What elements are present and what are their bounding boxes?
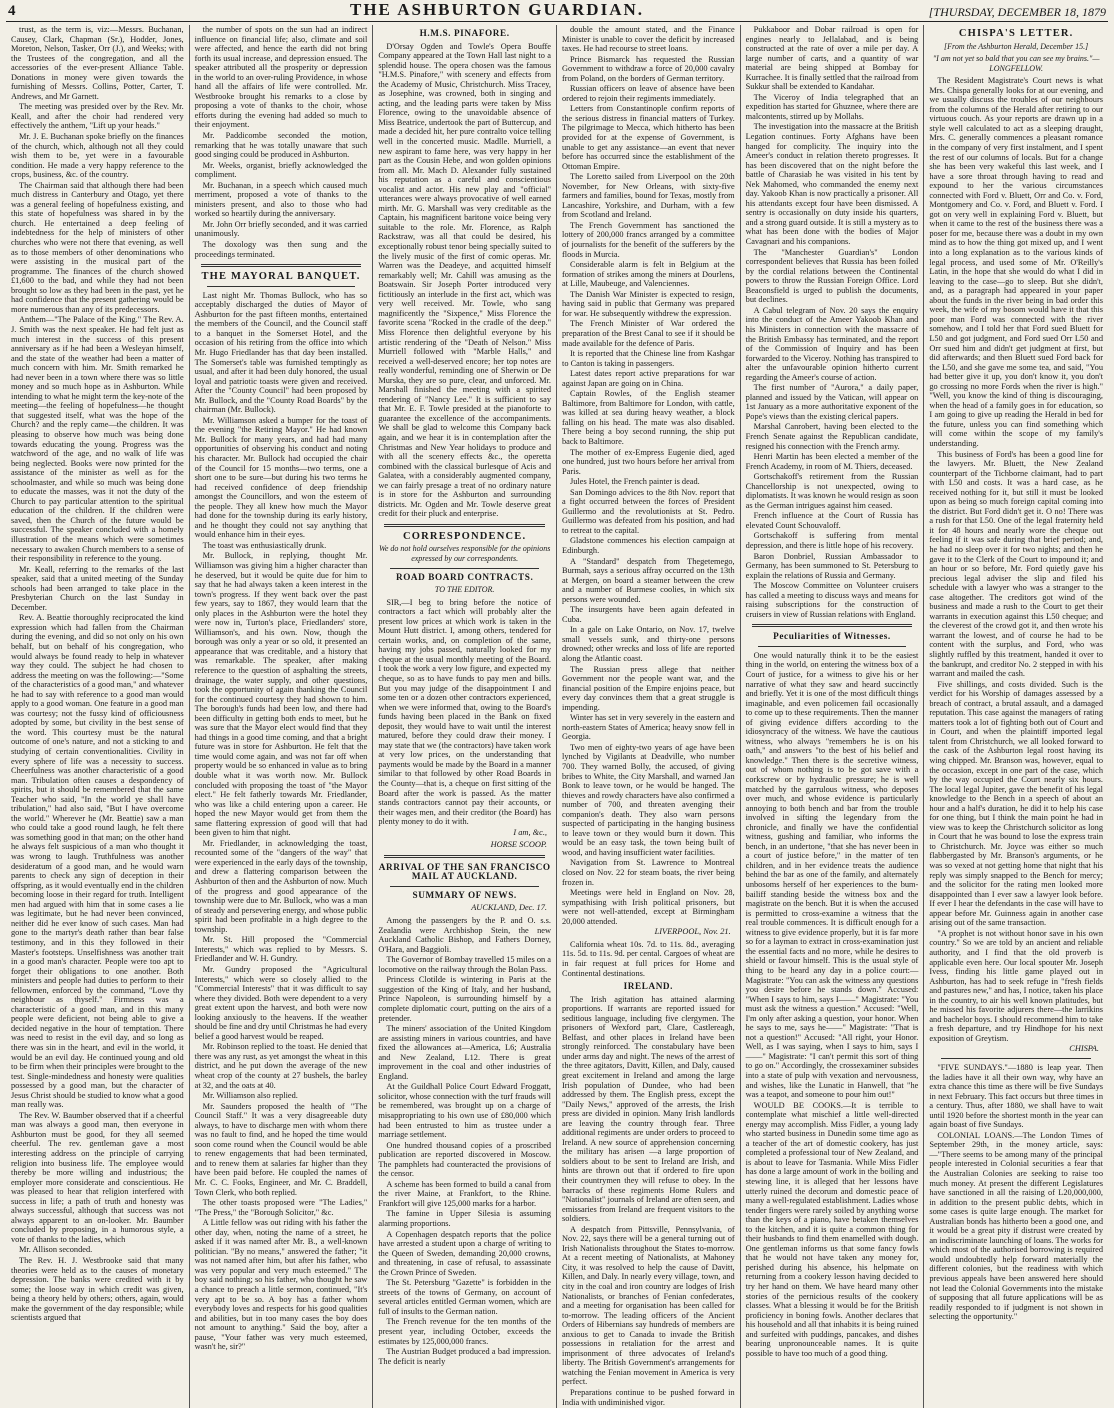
article-heading: THE MAYORAL BANQUET. — [201, 271, 361, 283]
page-number: 4 — [8, 3, 16, 19]
paragraph: Two men of eighty-two years of age have been lynched by Vigilants at Deadville, who number 700. They warned Bolly, the accused, of giving bribes to White, the City Marshall, and warned Jan Bonk to leave town, or he would be hanged. The thieves and rowdy characters have also confirmed a number of 700, and threaten avenging their companion's death. They also warn persons suspected of participating in the hanging business to leave town or they would burn it down. This would be an easy task, the town being built of wood, and having insufficient water facilities. — [562, 742, 735, 857]
paragraph: D'Orsay Ogden and Towle's Opera Bouffe Company appeared at the Town Hall last night to a splendid house. The opera chosen was the famous "H.M.S. Pinafore," with scenery and effects from the Academy of Music, Christchurch. Miss Tracey, as Josephine, was crowned, both in singing and acting, and the leading parts were taken by Miss Florence, owing to the unavoidable absence of Miss Beatrice, undertook the part of Buttercup, and made a decided hit, her pure contralto voice telling well in the concerted music. Madlle. Murriell, a new aspirant to fame here, was very happy in her part as the Cousin Hebe, and won golden opinions from all. Mr. Mach D. Alexander fully sustained his reputation as a careful and conscientious vocalist and actor. His new play and "official" utterances were always provocative of well earned mirth. Mr. G. Marshall was very creditable as the Captain, his magnificent baritone voice being very suitable to the role. Mr. Florence, as Ralph Rackstraw, was all that could be desired, his exceptionally robust tenor being specially suited to the lively music of the first of comic operas. Mr. Warren was the Deadeye, and acquitted himself remarkably well; Mr. Cahill was amusing as the Boatswain. Sir Joseph Porter introduced very fictitiously an interlude in the first act, which was very well received. Mr. Towle, who sang magnificently the "Sixpence," Miss Florence the favorite scena "Rocked in the cradle of the deep." Miss Florence then delightful everyone by his artistic rendering of the "Death of Nelson." Miss Murriell followed with "Marble Halls," and received a well-deserved encore; her top notes are really wonderful, reminding one of Sherwin or De Murska, they are so pure, clear, and unforced. Mr. Marshall finished the meeting with a spirited rendering of "Nancy Lee." It is sufficient to say that Mr. E. F. Towle presided at the pianoforte to guarantee the excellence of the accompaniments. We shall be glad to welcome this Company back again, and we hear it is in contemplation after the Christmas and New Year holidays to produce and with all the scenery effects &c., the operetta combined with the classical burlesque of Acis and Galatea, with a considerably augmented company, we can fairly presage a treat of no ordinary nature is in store for the Ashburton and surrounding districts. Mr. Ogden and Mr. Towle deserve great credit for their pluck and enterprise. — [378, 41, 551, 519]
paragraph: The Russian press allege that neither Government nor the people want war, and the financial position of the Empire enjoins peace, but every day convinces them that a great struggle is impending. — [562, 664, 735, 712]
letter-heading: ROAD BOARD CONTRACTS. — [395, 571, 534, 582]
paragraph: The "Manchester Guardian's" London correspondent believes that Russia has been foiled by the cordial relations between the Continental powers to throw the Russian Foreign Office. Lord Beaconsfield is urged to publish the documents, but declines. — [745, 247, 919, 305]
paragraph: This business of Ford's has been a good line for the lawyers. Mr. Bluett, the New Zealand counterpart of the Tichborne claimant, had to part with L50 and costs. It was a hard case, as he received nothing for it, but still it must be looked upon as being so much foreign capital coming into the district. But Ford didn't get it. O no! There was a rush for that L50. One of the legal fraternity held it for 48 hours and nearly wore the cheque out feeling if it was safe during that brief period; and, he had no sleep over it for two nights; and then he gave it to the Clerk of the Court to impound it; and an hour or so before, Mr. Ford quietly gave his precious legal adviser the slip and filed his schedule with a lawyer who was a stranger to the case altogether. The creditors got wind of the business and made a rush to the Court to get their warrants in execution against this L50 cheque; and the cleverest of the crowd got it, and then wrote his warrant the lowest, and of course he had to be content with the surplus, and Ford, who was slightly ruffled by this treatment, handed it over to the bankrupt, and creditor No. 2 stepped in with his warrant and mailed the cash. — [929, 449, 1103, 679]
paragraph: Navigation from St. Lawrence to Montreal closed on Nov. 22 for steam boats, the river being frozen in. — [562, 858, 735, 887]
paragraph: One hundred thousand copies of a proscribed publication are reported discovered in Moscow. The pamphlets had counteracted the provisions of the censor. — [378, 1140, 551, 1179]
paragraph: Baron Donbriel, Russian Ambassador to Germany, has been summoned to St. Petersburg to explain the relations of Russia and Germany. — [745, 551, 919, 580]
paragraph: Mr. Williamson asked a bumper for the toast of the evening "the Retiring Mayor." He had known Mr. Bullock for many years, and had had many opportunities of observing his conduct and noting his character. Mr. Bullock had occupied the chair of the Council for 15 months—two terms, one a short one to be sure—but during his two terms he had received confidence of deep friendship amongst the Councillors, and won the esteem of the people. They all knew how much the Mayor had done for the township during its early history, and he thought they could not say anything that would enhance him in their eyes. — [194, 415, 368, 540]
divider — [384, 855, 545, 858]
paragraph: Mr. Williamson also replied. — [202, 1091, 298, 1101]
paragraph: Latest dates report active preparations for war against Japan are going on in China. — [562, 369, 735, 388]
column-6 — [924, 25, 1108, 1408]
paragraph: The St. Petersburg "Gazette" is forbidden in the streets of the towns of Germany, on account of several articles entitled German women, which are full of insults to the German nation. — [378, 1278, 551, 1316]
paragraph: double the amount stated, and the Finance Minister is unable to cover the deficit by increased taxes. He had recourse to street loans. — [562, 25, 735, 54]
paragraph: At the Guildhall Police Court Edward Froggatt, solicitor, whose connection with the turf frauds will be remembered, was brought up on a charge of misappropriating to his own use of £80,000 which had been entrusted to him as trustee under a marriage settlement. — [378, 1082, 551, 1140]
paragraph: Captain Rowles, of the English steamer Baltimore, from Baltimore for London, with cattle, was killed at sea during heavy weather, a block falling on his head. The mate was also disabled. There being a boy second running, the ship put back to Baltimore. — [562, 389, 735, 446]
paragraph: Mr. Buchanan, in a speech which caused much merriment, proposed a vote of thanks to the ministers present, and also to those who had worked so heartily during the anniversary. — [194, 180, 368, 219]
paragraph: The Loretto sailed from Liverpool on the 20th November, for New Orleans, with sixty-five farmers and families, bound for Texas, mostly from Lancashire, Yorkshire, and Durham, with a few from Scotland and Ireland. — [562, 172, 735, 220]
paragraph: Gortschakoff is suffering from mental depression, and there is little hope of his recovery. — [745, 531, 919, 550]
paragraph: The Resident Magistrate's Court news is what Mrs. Chispa generally looks for at our evening, and we usually discuss the troubles of our neighbours from the columns of the Herald after retiring to our virtuous couch. As your reports are drawn up in a style well calculated to act as a sleeping draught, Mrs. C. generally commences a pleasant romance in the company of very first instalment, and I spent the rest of our columns of locals. But for a change she has been very wakeful this last week, and I have a sore throat through having to read and expound to her the various circumstances connected with Ford v. Bluett, Orr and Co. v. Ford, Montgomery and Co. v. Ford, and Bluett v. Ford. I got on very well in explaining Ford v. Bluett, but when it came to the rest of the business there was a poser for me, because there was a doubt in my own mind as to how the thing got mixed up, and I went into a long explanation as to the various kinds of legal process, and used some of Mr. O'Reilly's Latin, in the hope that she would do what I did in leaving to the case—go to sleep. But she didn't, and, as a paragraph had appeared in your paper about the funds in the river being in bad order this week, the wife of my bosom would have it that this poor man Ford was connected with the river somehow, and I told her that Ford sued Bluett for L50 and got judgment, and Ford sued Orr L50 and Orr sued him and didn't get judgment at first, but did afterwards; and then Bluett sued Ford back for the L50, and she gave me some tea, and said, "You had better give it up, you don't know it, you don't go crossing no more Fords when the river is high." "Well, you know the kind of thing is discouraging, when the head of a family goes in for education, so I am going to give up reading the Herald in bed for the future, unless you can find something which will come within the scope of my family's understanding. — [929, 76, 1103, 448]
paragraph: WOULD BE COOKS.—It is terrible to contemplate what mischief a little well-directed energy may accomplish. Miss Fidler, a young lady who started business in Dunedin some time ago as a teacher of the art of domestic cookery, has just completed a professional tour of New Zealand, and is about to leave for Tasmania. While Miss Fidler has done a large amount of work in the boiling and stewing line, it is alleged that her lessons have utterly ruined the decorum and domestic peace of many a well-regulated establishment. Ladies whose tender fingers were rarely soiled by anything worse than the keys of a piano, have betaken themselves to the kitchen, and it is quite a common thing for their husbands to find them enamelled with dough. One gentleman informs us that some fancy fowls that he would not have taken any money for, perished during his absence, his helpmate on returning from a cookery lesson having decided to try her hand on them. We have heard many other stories of the pernicious results of the cookery classes. What a blessing it would be for the British proficiency in boning fowls. Another declares that his household and all that inhabits it is being ruined and surfeited with puddings, pancakes, and dishes bearing unpronounceable names. It is quite possible to have too much of a good thing. — [745, 1100, 919, 1358]
paragraph: Preparations continue to be pushed forward in India with undiminished vigor. — [562, 1388, 735, 1407]
paragraph: Considerable alarm is felt in Belgium at the formation of strikes among the miners at Dourlens, at Lille, Maubeuge, and Valenciennes. — [562, 260, 735, 289]
paragraph: It is reported that the Chinese line from Kashgar to Canton is taking in passengers. — [562, 349, 735, 368]
paragraph: Mr. Keall, referring to the remarks of the last speaker, said that a united meeting of the Sunday schools had been arranged to take place in the Presbyterian Church on the last Sunday in December. — [11, 564, 184, 612]
paragraph: Rev. A. Beattie thoroughly reciprocated the kind expression which had fallen from the Chairman during the evening, and did so not only on his own behalf, but on behalf of his congregation, who would always be found ready to help in whatever way they could. The subject he had chosen to address the meeting on was the following:—"Some of the characteristics of a good man," and whatever he had to say with reference to a good man would apply to a good woman. One feature in a good man was courtesy; not the fussy kind of officiousness adopted by some, but civility in the best sense of the word. This courtesy must be the natural outcome of one's nature, and not a sticking to and studying of certain conventionalities. Civility in every sphere of life was a necessity to success. Cheerfulness was another characteristic of a good man. Tribulation often causes a despondency of spirits, but it should be remembered that the same Teacher who said, "In the world ye shall have tribulation," had also said, "But I have overcome the world." Wherever he (Mr. Beattie) saw a man who could take a good round laugh, he felt there was something good in that man; on the other hand he always felt suspicious of a man who thought it was wrong to laugh. Truthfulness was another desideratum of a good man, and he would warn parents to check any sign of deception in their offspring, as it would eventually end in the children becoming loose in their regard for truth. Intelligent men had argued with him that in some cases a lie was legitimate, but he had never been convinced, neither did he ever know of such cases. Man had gone to the martyr's death rather than bear false testimony, and in this they followed in their Master's footsteps. Unselfishness was another trait in a good man's character. People were too apt to forget their obligations to one another. Both ministers and people had duties to perform to their fellowmen, enforced by the command, "Love thy neighbour as thyself." Firmness was a characteristic of a good man, and in this many people were deficient, not being able to give a decided negative in the hour of temptation. There was need to resist in the evil day, and so long as there was sin in the heart, and evil in the world, it would be an evil day. He continued young and old to be firm when their principles were brought to the test. Single-mindedness and honesty were qualities possessed by a good man, but the character of Jesus Christ should be studied to know what a good man really was. — [11, 613, 184, 1110]
column-1 — [6, 25, 190, 1408]
letter-signature: HORSE SCOOP. — [490, 840, 547, 850]
paragraph: California wheat 10s. 7d. to 11s. 8d., averaging 11s. 5d. to 11s. 9d. per cental. Cargoes of wheat are in fair request at full prices for Home and Continental destinations. — [562, 939, 735, 978]
paragraph: The Governor of Bombay travelled 15 miles on a locomotive on the railway through the Bolan Pass. — [378, 955, 551, 974]
paragraph: The Austrian Budget produced a bad impression. The deficit is nearly — [378, 1347, 551, 1366]
paragraph: Last night Mr. Thomas Bullock, who has so acceptably discharged the duties of Mayor of Ashburton for the past fifteen months, entertained the members of the Council, and the Council staff to a banquet in the Somerset Hotel, and the occasion of his retiring from the office into which Mr. Hugo Friedlander has that day been installed. The Somerset's table was furnished temptingly as usual, and after it had been duly honored, the usual loyal and patriotic toasts were given and received. After the "County Council" had been proposed by Mr. Bullock, and the "County Road Boards" by the chairman (Mr. Bullock). — [194, 290, 368, 415]
source-line: [From the Ashburton Herald, December 15.] — [944, 41, 1089, 51]
paragraph: San Domingo advices to the 8th Nov. report that a fight occurred between the forces of President Guillermo and the revolutionists at St. Pedro. Guillermo was defeated from his position, and had to retreat to the capital. — [562, 487, 735, 535]
paragraph: One would naturally think it to be the easiest thing in the world, on entering the witness box of a Court of justice, for a witness to give his or her narrative of what they saw and heard succinctly and briefly. Yet it is one of the most difficult things imaginable, and even policemen fail occasionally to come up to these requirements. Then the manner of giving evidence differs according to the idiosyncracy of the witness. We have the cautious witness, who always "remembers he is on his oath," and answers "to the best of his belief and knowledge." Then there is the secretive witness, out of whom nothing is to be got save with a corkscrew or by hydraulic pressure; he is well matched by the garrulous witness, who deposes over much, and whose evidence is particularly annoying to both bench and bar from the trouble involved in sifting the legendary from the chronicle, and finally we have the confidential witness, gushing and familiar, who informs the bench, in an undertone, "that she has never been in a court of justice before," in the matter of ten children, and in her evidence treats the audience behind the bar as one of the family, and alternately unbosoms herself of her experiences to the bum-bailiff standing beside the witness box and the magistrate on the bench. But it is when the accused is permitted to cross-examine a witness that the real trouble commences. It is difficult enough for a witness to give evidence properly, but it is far more so for a layman to extract in cross-examination just the essential facts and no more, while he desires to shield or favour himself. This is the usual style of thing to be heard any day in a police court:—Magistrate: "You can ask the witness any questions you desire before he stands down." Accused: "When I says to him, says I——" Magistrate: "You must ask the witness a question." Accused: "Well, I'm only after asking a question, your honor. When he says to me, says he——" Magistrate: "That is not a question!" Accused: "All right, your Honor. Well, as I was saying, when I says to him, says I——" Magistrate: "I can't permit this sort of thing to go on." Accordingly, the crossexaminer subsides into a state of pulp with vexation and nervousness, and wishes, like the Lunatic in Hanwell, that "he was a teapot, and someone to pour him out!" — [745, 650, 919, 1100]
paragraph: Pukkaboor and Dobar railroad is open for engines nearly to Jellalabad, and is being constructed at the rate of over a mile per day. A large number of carts, and a quantity of war material are being shipped at Bombay for Kurrachee. It is finally settled that the railroad from Sukkur shall be extended to Kandahar. — [745, 25, 919, 92]
paragraph: The famine in Upper Silesia is assuming alarming proportions. — [378, 1209, 551, 1228]
paragraph: Mr. Friedlander, in acknowledging the toast, recounted some of the "dangers of the way" that were experienced in the early days of the township, and drew a flattering comparison between the Ashburton of then and the Ashburton of now. Much of the progress and good appearance of the township were due to Mr. Bullock, who was a man of steady and persevering energy, and whose public spirit had been profitable in a high degree to the township. — [194, 838, 368, 934]
paragraph: A despatch from Pittsville, Pennsylvania, of Nov. 22, says there will be a general turning out of Irish Nationalists throughout the States to-morrow. At a recent meeting of Nationalists, at Mahoney City, it was resolved to help the cause of Davitt, Killen, and Daly. In nearly every village, town, and city in the coal and iron country are lodges of Irish Nationalists, or branches of Fenian confederates, and a meeting for organisation has been called for to-morrow. The leading officers of the Ancient Orders of Hibernians say hundreds of members are anxious to get to Canada to invade the British possessions in retaliation for the arrest and imprisonment of three advocates of Ireland's liberty. The British Government's arrangements for watching the Fenian movement in America is very perfect. — [562, 1224, 735, 1387]
article-heading: Peculiarities of Witnesses. — [773, 631, 891, 642]
paragraph: the number of spots on the sun had an indirect influence on financial life; also, climate and soil were affected, and hence the earth did not bring forth its usual increase, and depression ensued. The speaker attributed all the prosperity or depression in the world to an over-ruling Providence, in whose hand all the affairs of life were controlled. Mr. Westbrooke brought his remarks to a close by proposing a vote of thanks to the choir, whose efforts during the evening had added so much to their enjoyment. — [194, 25, 368, 130]
divider — [390, 886, 539, 887]
paragraph: Mr. Weeks, organist, briefly acknowledged the compliment. — [194, 160, 368, 180]
letter-signoff: I am, &c., — [513, 827, 547, 837]
divider — [390, 568, 539, 569]
masthead — [6, 0, 1108, 22]
paragraph: Mr. St. Hill proposed the "Commercial Interests," which was replied to by Messrs. S. Friedlander and W. H. Gundry. — [194, 935, 368, 964]
paragraph: Mr. Allison seconded. — [19, 1245, 93, 1255]
paragraph: trust, as the term is, viz:—Messrs. Buchanan, Causey, Clark, Chapman (Sr.), Hodder, Jones, Moreton, Nelson, Tasker, Orr (J.), and Weeks; with the Trustees of the congregation, and all the accessories of the ever-present Alliance Table. Donations in money were given towards the furnishing of Messrs. Collins, Potter, Carter, T. Andrews, and Mr Garnett. — [11, 25, 184, 101]
section-heading: IRELAND. — [623, 981, 674, 992]
paragraph: "A prophet is not without honor save in his own country." So we are told by an ancient and reliable authority, and I find that the old proverb is applicable even here. Our local spouter Mr. Joseph Ivess, finding his little game played out in Ashburton, has had to seek refuge in "fresh fields and pastures new," and has, I notice, taken his place in the country, to air his well known platitudes, but he missed his favorite adjurers there—the larrikins and bachelor boys. I should recommend him to take a fresh departure, and try Hindhope for his next exposition of Greytism. — [929, 928, 1103, 1043]
article-heading: ARRIVAL OF THE SAN FRANCISCO MAIL AT AUCKLAND. — [378, 861, 551, 882]
paragraph: Meetings were held in England on Nov. 28, sympathising with Irish political prisoners, but were not well-attended, except at Birmingham 20,000 attended. — [562, 888, 735, 926]
paragraph: In a gale on Lake Ontario, on Nov. 17, twelve small vessels sunk, and thirty-one persons drowned; other wrecks and loss of life are reported along the Atlantic coast. — [562, 625, 735, 663]
paragraph: The insurgents have been again defeated in Cuba. — [562, 605, 735, 624]
divider — [752, 624, 913, 627]
paragraph: The French revenue for the ten months of the present year, including October, exceeds the estimates by 125,000,000 francs. — [378, 1317, 551, 1346]
divider — [201, 264, 362, 267]
paragraph: Mr. Paddicombe seconded the motion, remarking that he was totally unaware that such good singing could be produced in Ashburton. — [194, 131, 368, 160]
paragraph: The Irish agitation has attained alarming proportions. If warrants are reported issued for seditious language, including five clergymen. The prisoners of Wexford part, Clare, Castlereagh, Belfast, and other places in Ireland have been strongly reinforced. The constabulary have been under arms day and night. The news of the arrest of the three agitators, Davitt, Killen, and Daly, caused great excitement in Ireland and among the large Irish population of Dundee, who had been addressed by them. The English press, except the "Daily News," approved of the arrests, the Irish press are divided in opinion. Many Irish landlords are leaving the country through fear. Three additional regiments are under orders to proceed to Ireland. A new source of apprehension concerning the military has arisen —a large proportion of soldiers about to be sent to Ireland are Irish, and hints are thrown out that if ordered to fire upon their countrymen they will refuse to obey. In the barracks of these regiments Home Rulers and "Nationalist" journals of Ireland are often seen, and emissaries from Ireland are frequent visitors to the soldiers. — [562, 994, 735, 1224]
paragraph: The Moscow Committee on Volunteer cruisers has called a meeting to discuss ways and means for raising subscriptions for the construction of cruisers in view of Russian relations with England. — [745, 581, 919, 619]
paragraph: SIR,—I beg to bring before the notice of contractors a fact which will probably alter the present low prices at which work is taken in the Mount Hutt district. I, among others, tendered for certain works, and, on completion of the same, having my jobs passed, naturally looked for my cheque at the usual monthly meeting of the Board. I took the work a very low figure, and expected my cheque, so as to have funds to pay men and bills. But you may judge of the disappointment I and some ten or a dozen other contractors experienced, when we were informed that, owing to the Board's funds having been placed in the Bank on fixed deposit, they would have to wait until the interest matured, before they could draw their money. I may state that we (the contractors) have taken work at very low prices, on the understanding that payments would be made by the Board in a manner similar to that followed by other Road Boards in the County—that is, a cheque on first sitting of the Board after the work is passed. As the matter stands contractors cannot pay their accounts, or their wages men, and their creditor (the Board) has plenty money to do it with. — [378, 597, 551, 827]
paragraph: A Little fellow was out riding with his father the other day, when, noting the name of a street, he asked if it was named after Mr. B., a well-known politician. "By no means," answered the father; "it was not named after him, but after his father, who was very popular and very much esteemed." The boy said nothing; so his father, who thought he saw a chance to preach a little sermon, continued, "It's very apt to be so. A boy has a father whom everybody loves and respects for his good qualities and abilities, but in too many cases the boy does not amount to anything." Said the boy, after a pause, "Your father was very much esteemed, wasn't he, sir?" — [194, 1218, 368, 1352]
paragraph: The French Minister of War ordered the preparation of the Brest Canal to see if it should be made available for the defence of Paris. — [562, 319, 735, 348]
paragraph: A scheme has been formed to build a canal from the river Maine, at Frankfort, to the Rhine. Frankfort will give 125,000 marks for a harbor. — [378, 1179, 551, 1208]
paragraph: Prince Bismarck has requested the Russian Government to withdraw a force of 20,000 cavalry from Poland, on the borders of German territory. — [562, 54, 735, 83]
paragraph: Gortschakoff's retirement from the Russian Chancellorship is not unexpected, owing to diplomatists. It was known he would resign as soon as the German intrigues against him ceased. — [745, 472, 919, 510]
paragraph: The toast was enthusiastically drunk. — [202, 540, 327, 550]
divider — [941, 1058, 1091, 1059]
paragraph: The investigation into the massacre at the British Legation continues. Forty Afghans have been hanged for complicity. The inquiry into the Ameer's conduct in relation thereto progresses. It has been discovered that on the night before the battle of Charasiab he was visited in his tent by Nek Mahomed, who commanded the enemy next day. Yakoob Khan is now practically a prisoner. All his attendants except four have been dismissed. A sentry is occasionally on duty inside his quarters, and a strong guard outside. It is still a mystery as to what has been done with the bodies of Major Cavagnari and his companions. — [745, 122, 919, 247]
paragraph: The other toasts proposed were "The Ladies," "The Press," the "Borough Solicitor," &c. — [194, 1198, 368, 1217]
paragraph: The Danish War Minister is expected to resign, having said in public that Germany was prepared for war. He subsequently withdrew the expression. — [562, 289, 735, 318]
paragraph: The doxology was then sung and the proceedings terminated. — [194, 240, 368, 259]
newspaper-name: THE ASHBURTON GUARDIAN. — [350, 0, 644, 19]
paragraph: "FIVE SUNDAYS."—1880 is leap year. Then the ladies have it all their own way, why have an extra chance this time as there will be five Sundays in next February. This fact occurs but three times in a century. Thus, after 1880, we shall have to wait until 1920 before the shortest month in the year can again boast of five Sundays. — [929, 1062, 1103, 1130]
paragraph: Mr. Saunders proposed the health of "The Council Staff." It was a very disagreeable duty always, to have to discharge men with whom there was no fault to find, and he hoped the time would soon come round when the Council would be able to renew engagements that had been terminated, and to renew them at salaries far higher than they have been paid before. He coupled the names of Mr. C. C. Fooks, Engineer, and Mr. C. Braddell, Town Clerk, who both replied. — [194, 1101, 368, 1197]
issue-date: [THURSDAY, DECEMBER 18, 1879 — [928, 5, 1106, 19]
paragraph: Henri Martin has been elected a member of the French Academy, in room of M. Thiers, deceased. — [745, 452, 919, 471]
dateline: AUCKLAND, Dec. 17. — [471, 903, 547, 913]
paragraph: Anthem—"The Palace of the King." The Rev. A. J. Smith was the next speaker. He had felt just as much interest in the success of this present anniversary as if he had been a Wesleyan himself, and the state of the weather had been a matter of much concern with him. Mr. Smith remarked he had never been in a town where there was so little money and so much hope as in Ashburton. While intending to what he might term the key-note of the meeting—the feeling of hopefulness—he thought that suggested itself, what was the hope of the Church? and the reply came—the children. It was pleasing to observe how much was being done towards educating the young. Progress was the watchword of the age, and no walk of life was being neglected. Books were now printed for the assistance of the minister as well as for the schoolmaster, and while so much was being done to educate the masses, was it not the duty of the Church to pay particular attention to the spiritual education of the children. If the children were saved, then the Church of the future would be successful. The speaker concluded with a homely illustration of the means which were sometimes necessary to awaken Church members to a sense of their responsibility in reference to the young. — [11, 315, 184, 564]
paragraph: Mr. John Orr briefly seconded, and it was carried unanimously. — [194, 219, 368, 239]
paragraph: Marshal Canrobert, having been elected to the French Senate against the Republican candidate, resigned his connection with the French army. — [745, 422, 919, 451]
columns — [6, 25, 1108, 1407]
paragraph: Five shillings, and costs divided. Such is the verdict for his Worship of damages assessed by a breach of contract, a brutal assault, and a damaged reputation. This case against the managers of rating matters took a lot of fighting both out of Court and in Court, and when the plaintiff imported legal talent from Christchurch, we all looked forward to the cask of the Ashburton legal roost having its wing chipped. Mr. Branson was, however, equal to the occasion, except in one part of the case, which by the way occupied the Court nearly six hours. The local legal Jupiter, gave the benefit of his legal knowledge to the Bench in a speech of about an hour and a half's duration, he did it to help his case for one thing, but I think the main point he had in view was to keep the Christchurch solicitor as long in Court that he was bound to lose the express train to Christchurch. Mr. Joyce was either so much flabbergasted by Mr. Branson's arguments, or he was so vexed at not getting home that night that his reply was simply snapped to the Bench for mercy; and the solicitor for the rating men looked more disappointed than I ever saw a lawyer look before. If ever I hear the defendants in the case will have to appear before Mr. Guinness again in another case arising out of the same transaction. — [929, 679, 1103, 928]
signature: CHISPA. — [1069, 1044, 1099, 1054]
column-2 — [190, 25, 374, 1408]
column-5 — [741, 25, 925, 1408]
section-heading: CORRESPONDENCE. — [403, 530, 527, 542]
paragraph: The first number of "Aurora," a daily paper, planned and issued by the Vatican, will appear on 1st January as a more authoritative exponent of the Pope's views than the existing clerical papers. — [745, 383, 919, 421]
epigraph: "I am not yet so bald that you can see my brains."—LONGFELLOW. — [932, 54, 1100, 73]
paragraph: The Viceroy of India telegraphed that an expedition has started for Ghuznee, where there are malcontents, stirred up by Mollahs. — [745, 92, 919, 121]
paragraph: French influence at the Court of Russia has elevated Count Schouvaloff. — [745, 511, 919, 530]
article-heading: H.M.S. PINAFORE. — [419, 28, 510, 38]
paragraph: Among the passengers by the P. and O. s.s. Zealandia were Archbishop Stein, the new Auckland Catholic Bishop, and Fathers Dorney, O'Hara, and Baggioli. — [378, 916, 551, 954]
paragraph: COLONIAL LOANS.—The London Times of September 29th, in the money article, says:—"There seems to be among many of the principal people interested in Colonial securities a fear that the Australian Colonies are seeking to raise too much money. At present the different Legislatures have sanctioned in all the raising of L20,000,000, in addition to the present public debts, which in some cases is quite large enough. The market for Australian bonds has hitherto been a good one, and it would be a great pity if distrust were created by an indiscriminate launching of loans. The works for which most of the authorised borrowing is required would undoubtedly help forward materially the different colonies, but the readiness with which previous appeals have been answered here should not lead the Colonial Governments into the mistake of supposing that all future applications will be as readily responded to if judgment is not shown in selecting the opportunity." — [929, 1130, 1103, 1322]
divider — [758, 646, 907, 647]
column-3 — [373, 25, 557, 1408]
article-heading: CHISPA'S LETTER. — [958, 28, 1074, 39]
divider — [207, 286, 356, 287]
column-4 — [557, 25, 741, 1408]
paragraph: Mr. Gundry proposed the "Agricultural Interests," which were so closely allied to the "Commercial Interests" that it was difficult to say where they divided. Both were dependent to a very great extent upon the harvest, and both were now looking anxiously to the heavens. If the weather should be fine and dry until Christmas he had every belief a good harvest would be reaped. — [194, 964, 368, 1041]
paragraph: Mr. Bullock, in replying, thought Mr. Williamson was giving him a higher character than he deserved, but it would be quite due for him to say that he had always taken a keen interest in the town's progress. If they went back over the past few years, say to 1867, they would learn that the only places in the Ashburton were the hotel they were now in, Turton's place, Friedlanders' store, Williamson's, and his own. Now, though the borough was only a year or so old, it presented an appearance that was creditable, and a history that was remarkable. The speaker, after making reference to the question of asphalting the streets, drainage, the water supply, and other questions, took the opportunity of again thanking the Council for the continued courtesy they had shown to him. The borough's funds had been low, and there had been difficulty in getting both ends to meet, but he was sure that the Mayor elect would find that they had things in a good time coming, and that a bright future was in store for Ashburton. He felt that the time would come again, and was not far off when property would be so enhanced in value as to bring double what it was worth now. Mr. Bullock concluded with proposing the toast of "the Mayor elect." He felt fatherly towards Mr. Friedlander, who was like a child entering upon a career. He hoped the new Mayor would get from them the same flattering expression of good will that had been given to him that night. — [194, 551, 368, 838]
disclaimer: We do not hold ourselves responsible for the opinions expressed by our correspondents. — [378, 544, 551, 563]
paragraph: The miners' association of the United Kingdom are assisting miners in various countries, and have fixed the allowances at—America, L6; Australia and New Zealand, L12. There is great improvement in the coal and other industries of England. — [378, 1024, 551, 1081]
paragraph: A Copenhagen despatch reports that the police have arrested a student upon a charge of writing to the Queen of Sweden, demanding 20,000 crowns, and threatening, in case of refusal, to assassinate the Crown Prince of Sweden. — [378, 1229, 551, 1277]
paragraph: Princess Clotilde is wintering in Paris at the suggestion of the King of Italy, and her husband, Prince Napoleon, is surrounding himself by a complete diplomatic court, putting on the airs of a pretender. — [378, 975, 551, 1023]
paragraph: The meeting was presided over by the Rev. Mr. Keall, and after the choir had rendered very effectively the anthem, "Lift up your heads." — [11, 102, 184, 131]
subheading: SUMMARY OF NEWS. — [412, 889, 517, 900]
paragraph: Mr. J. E. Buchanan spoke briefly on the finances of the church, which, although not all they could wish them to be, yet were in a favourable condition. He made a very happy reference to the crops, business, &c. of the country. — [11, 132, 184, 180]
paragraph: The Rev. W. Baumber observed that if a cheerful man was always a good man, then everyone in Ashburton must be good, for they all seemed cheerful. The rev. gentleman gave a most interesting address on the principle of carrying religion into business life. The employee would thereby be more willing and industrious; the employer more considerate and conscientious. He was pleased to hear that religion interfered with success in life; a path of truth and honesty was always successful, although that success was not always apparent to an on-looker. Mr. Baumber concluded by proposing, in a humorous style, a vote of thanks to the ladies, which — [11, 1110, 184, 1244]
letter-salutation-heading: TO THE EDITOR. — [434, 585, 495, 595]
paragraph: Jules Hotel, the French painter is dead. — [570, 477, 700, 487]
paragraph: Letters from Constantinople confirm reports of the serious distress in financial matters of Turkey. The pilgrimage to Mecca, which hitherto has been provided for at the expense of Government, is unable to get any assistance—an event that never before has occurred since the establishment of the Ottoman Empire. — [562, 104, 735, 171]
paragraph: The Chairman said that although there had been much distress in Canterbury and Otago, yet there was a general feeling of hopefulness existing, and this state of hopefulness was shared in by the church. He entertained a deep feeling of indebtedness for the help of ministers of other churches who were not there that evening, as well as to those members of other denominations who were assisting in the musical part of the programme. The finances of the church showed £1,600 to the bad, and while they had not been brought so low as they had been in the past, yet he had confidence that the present gathering would be more numerous than any of its predecessors. — [11, 180, 184, 314]
paragraph: A "Standard" despatch from Thegetemego, Burmah, says a serious affray occurred on the 13th at Mergen, on board a steamer between the crew and a number of Burmese coolies, in which six persons were wounded. — [562, 556, 735, 604]
paragraph: Russian officers on leave of absence have been ordered to rejoin their regiments immediately. — [562, 84, 735, 103]
paragraph: The Rev. H. J. Westbrooke said that many theories were held as to the causes of monetary depression. The banks were credited with it by some; the loose way in which credit was given, being a theory held by others; others, again, would make the government of the day responsible; while scientists argued that — [11, 1256, 184, 1323]
divider — [384, 524, 545, 527]
dateline: LIVERPOOL, Nov. 21. — [654, 927, 731, 937]
paragraph: Gladstone commences his election campaign at Edinburgh. — [562, 536, 735, 555]
paragraph: Winter has set in very severely in the eastern and north-eastern States of America; heavy snow fell in Georgia. — [562, 713, 735, 742]
paragraph: The French Government has sanctioned the lottery of 200,000 francs arranged by a committee of journalists for the benefit of the sufferers by the floods in Murcia. — [562, 220, 735, 259]
paragraph: Mr. Robinson replied to the toast. He denied that there was any rust, as yet amongst the wheat in this district, and he put down the average of the new wheat crop of the county at 27 bushels, the barley at 32, and the oats at 40. — [194, 1042, 368, 1090]
paragraph: The mother of ex-Empress Eugenie died, aged one hundred, just two hours before her arrival from Paris. — [562, 447, 735, 476]
paragraph: A Cabul telegram of Nov. 20 says the enquiry into the conduct of the Ameer Yakoob Khan and his Ministers in connection with the massacre of the British Embassy has terminated, and the report of the Commission of Inquiry and has been forwarded to the Viceroy. Nothing has transpired to alter the unfavourable opinion hitherto current regarding the Ameer's course of action. — [745, 305, 919, 382]
